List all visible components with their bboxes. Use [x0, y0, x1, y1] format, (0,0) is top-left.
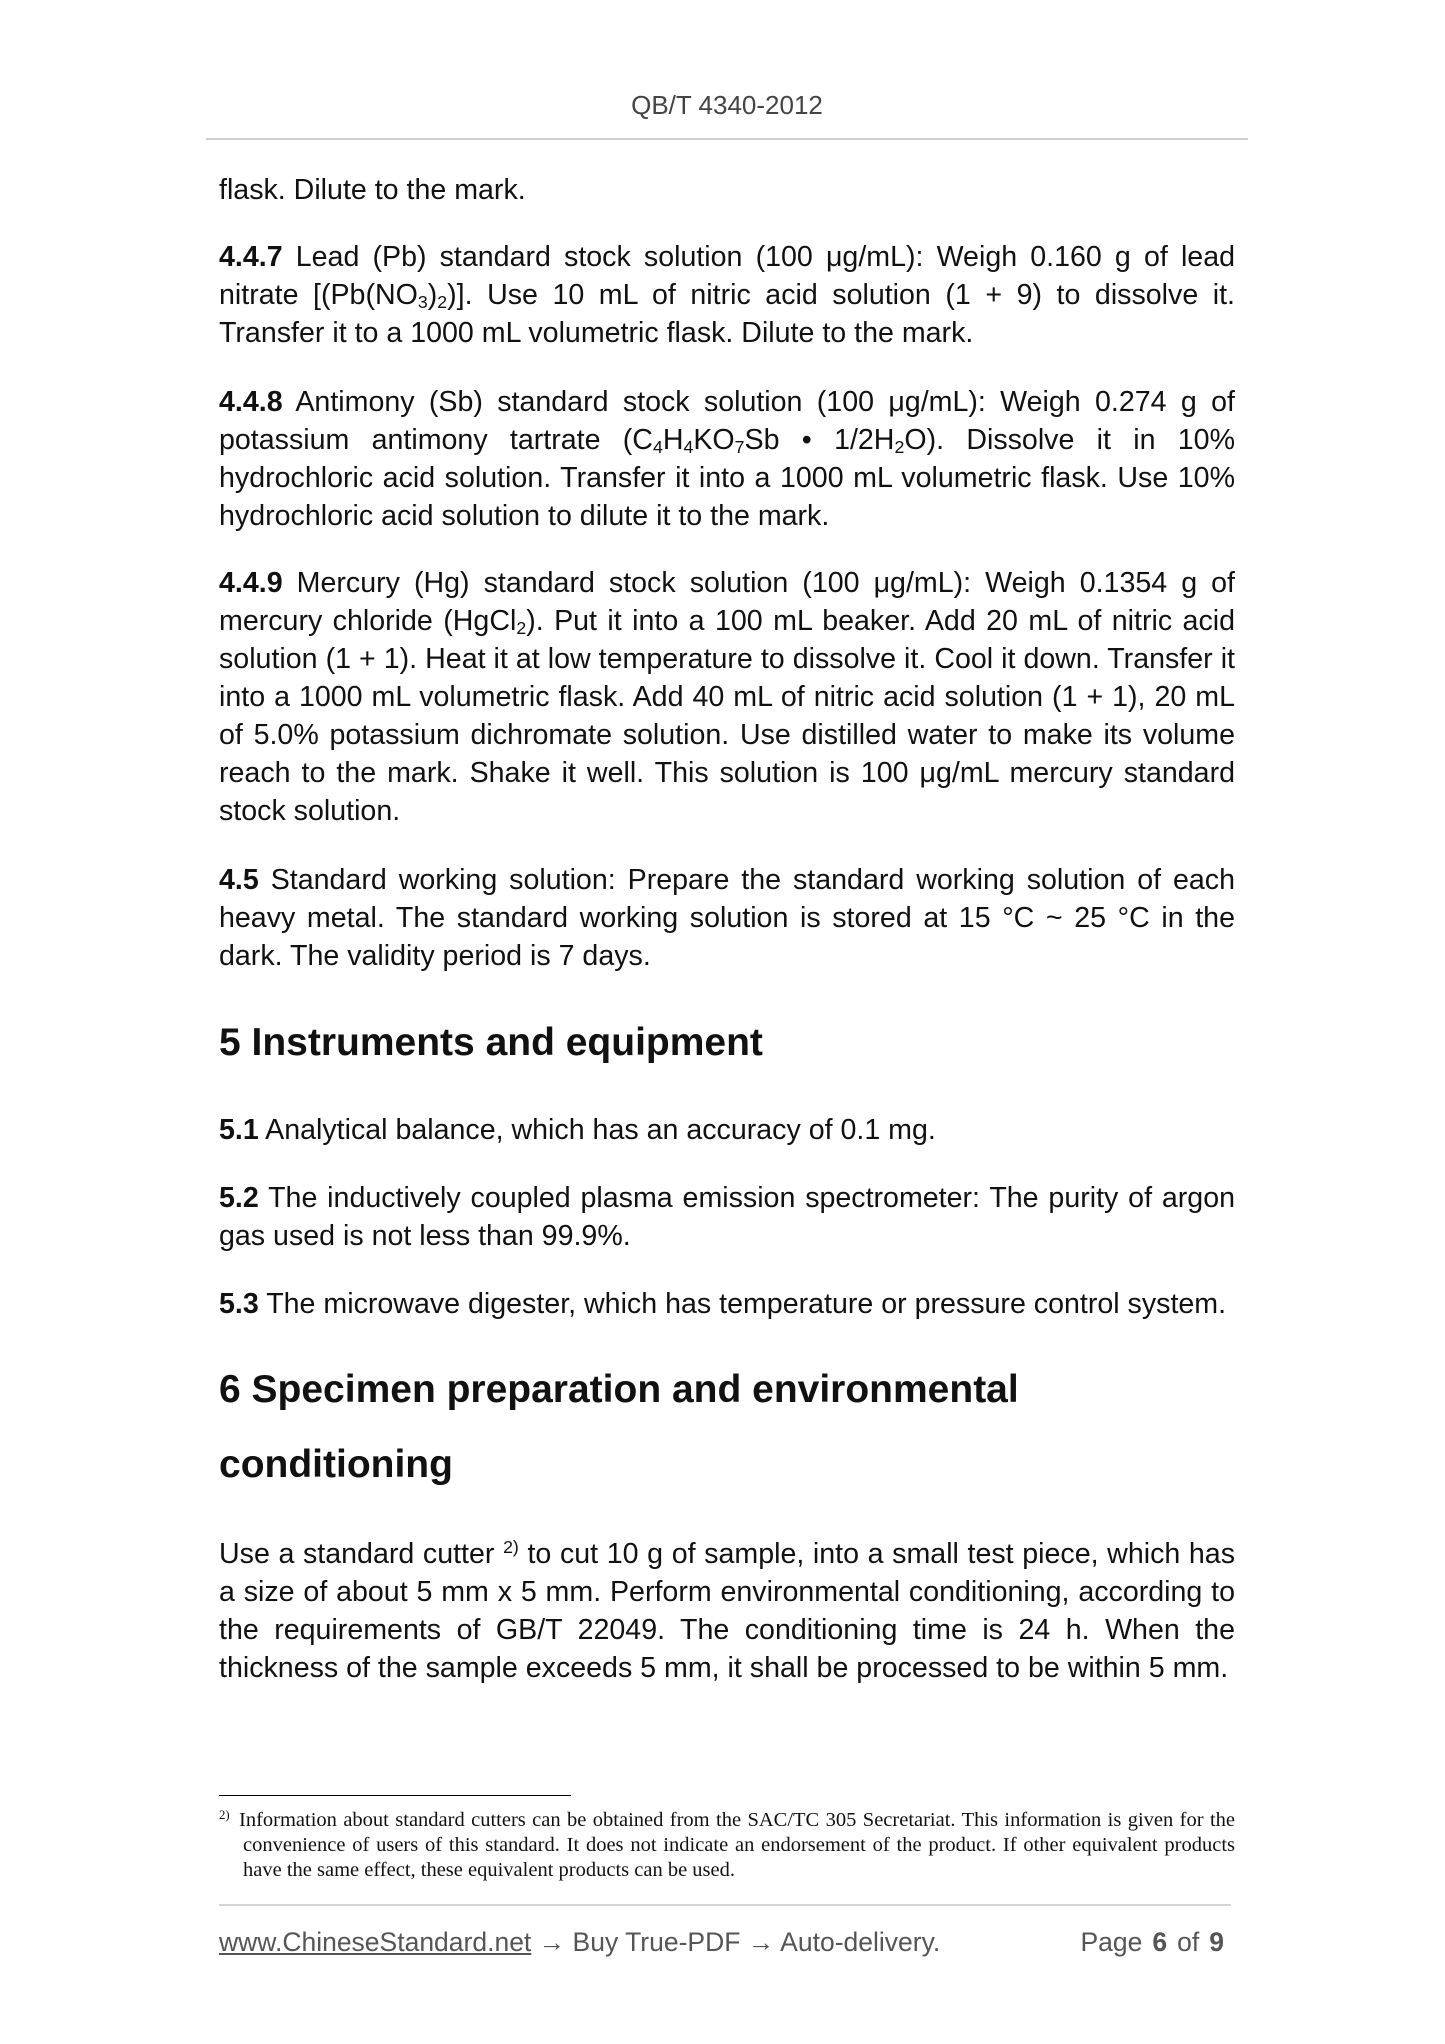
- page-current: 6: [1152, 1927, 1168, 1957]
- clause-4-4-8: [219, 383, 1235, 535]
- clause-text: ): [427, 279, 438, 311]
- page-label: Page: [1080, 1927, 1143, 1957]
- subscript: 2: [894, 436, 905, 457]
- subscript: 2: [516, 617, 527, 638]
- header-rule: [206, 138, 1248, 140]
- footer-promo: [219, 1925, 940, 1959]
- clause-4-4-7: [219, 238, 1235, 352]
- subscript: 3: [417, 291, 428, 312]
- subscript: 4: [652, 436, 663, 457]
- clause-text: KO: [693, 424, 735, 456]
- clause-number: 5.1: [219, 1114, 259, 1146]
- clause-text: Lead (Pb) standard stock solution (100 μg/mL): Weigh 0.160 g of lead nitrate [(Pb(NO: [219, 241, 1236, 311]
- clause-text: Antimony (Sb) standard stock solution (100 μg/mL): Weigh 0.274 g of potassium antimony tartrate (C: [219, 386, 1235, 456]
- clause-text: Analytical balance, which has an accuracy of 0.1 mg.: [265, 1114, 936, 1146]
- paragraph-text: Use a standard cutter: [219, 1538, 495, 1570]
- footer-tagline: → Buy True-PDF → Auto-delivery.: [538, 1927, 941, 1957]
- clause-text: )]. Use 10 mL of nitric acid solution (1 + 9) to dissolve it. Transfer it to a 1000 mL volumetric flask. Dilute to the mark.: [219, 279, 1235, 349]
- section-heading-6: 6 Specimen preparation and environmental conditioning: [219, 1368, 1019, 1486]
- page-header: [206, 90, 1248, 120]
- clause-number: 4.4.7: [219, 241, 283, 273]
- footnote-text: Information about standard cutters can be obtained from the SAC/TC 305 Secretariat. This information is given for the convenience of users of this standard. It does not indicate an endorsement of the product. If other equivalent products have the same effect, these equivalent products can be used.: [239, 1809, 1235, 1881]
- footer-rule: [219, 1904, 1231, 1906]
- subscript: 4: [683, 436, 694, 457]
- clause-text: H: [662, 424, 684, 456]
- page-of-label: of: [1177, 1927, 1200, 1957]
- clause-5-2: [219, 1179, 1235, 1255]
- clause-text: O). Dissolve it in 10% hydrochloric acid solution. Transfer it into a 1000 mL volumetric flask. Use 10% hydrochloric acid solution to dilute it to the mark.: [219, 424, 1235, 532]
- website-link[interactable]: www.ChineseStandard.net: [219, 1927, 532, 1957]
- clause-number: 4.4.8: [219, 386, 283, 418]
- section-heading-5: 5 Instruments and equipment: [219, 1021, 763, 1064]
- clause-text: ). Put it into a 100 mL beaker. Add 20 mL of nitric acid solution (1 + 1). Heat it at low temperature to dissolve it. Cool it down. Transfer it into a 1000 mL volumetric flask. Add 40 mL of nitric acid solution (1 + 1), 20 mL of 5.0% potassium dichromate solution. Use distilled water to make its volume reach to the mark. Shake it well. This solution is 100 μg/mL mercury standard stock solution.: [219, 605, 1235, 827]
- clause-number: 5.3: [219, 1288, 259, 1320]
- paragraph-continuation: [219, 171, 1235, 209]
- clause-number: 4.4.9: [219, 567, 283, 599]
- page-total: 9: [1209, 1927, 1224, 1957]
- clause-5-3: [219, 1285, 1235, 1323]
- clause-text: The microwave digester, which has temperature or pressure control system.: [266, 1288, 1227, 1320]
- clause-text: Standard working solution: Prepare the standard working solution of each heavy metal. The standard working solution is stored at 15 °C ~ 25 °C in the dark. The validity period is 7 days.: [219, 864, 1235, 972]
- paragraph-text: to cut 10 g of sample, into a small test piece, which has a size of about 5 mm x 5 mm. Perform environmental conditioning, according to the requirements of GB/T 22049. The conditioning time is 24 h. When the thickness of the sample exceeds 5 mm, it shall be processed to be within 5 mm.: [219, 1538, 1236, 1684]
- subscript: 2: [437, 291, 448, 312]
- clause-number: 4.5: [219, 864, 259, 896]
- subscript: 7: [734, 436, 745, 457]
- paragraph-text: flask. Dilute to the mark.: [219, 174, 526, 206]
- clause-4-5: [219, 861, 1235, 975]
- document-id: QB/T 4340-2012: [631, 90, 823, 120]
- page-footer: [219, 1925, 1224, 1959]
- clause-4-4-9: [219, 564, 1235, 830]
- footnote: $^{2)}$ Information about standard cutters can be obtained from the SAC/TC 305 Secretariat. This information is given for the convenience of users of this standard. It does not indicate an endorsement of the product. If other equivalent products have the same effect, these equivalent products can be used.: [219, 1808, 1235, 1881]
- clause-5-1: [219, 1111, 1235, 1149]
- page-number: [1081, 1925, 1225, 1959]
- clause-text: The inductively coupled plasma emission spectrometer: The purity of argon gas used is not less than 99.9%.: [219, 1182, 1235, 1252]
- clause-number: 5.2: [219, 1182, 259, 1214]
- clause-text: Mercury (Hg) standard stock solution (100 μg/mL): Weigh 0.1354 g of mercury chloride (HgCl: [219, 567, 1235, 637]
- clause-text: Sb • 1/2H: [744, 424, 895, 456]
- footnote-rule: [219, 1795, 571, 1796]
- section-6-paragraph: [219, 1535, 1235, 1687]
- footnote-reference: 2): [503, 1537, 519, 1558]
